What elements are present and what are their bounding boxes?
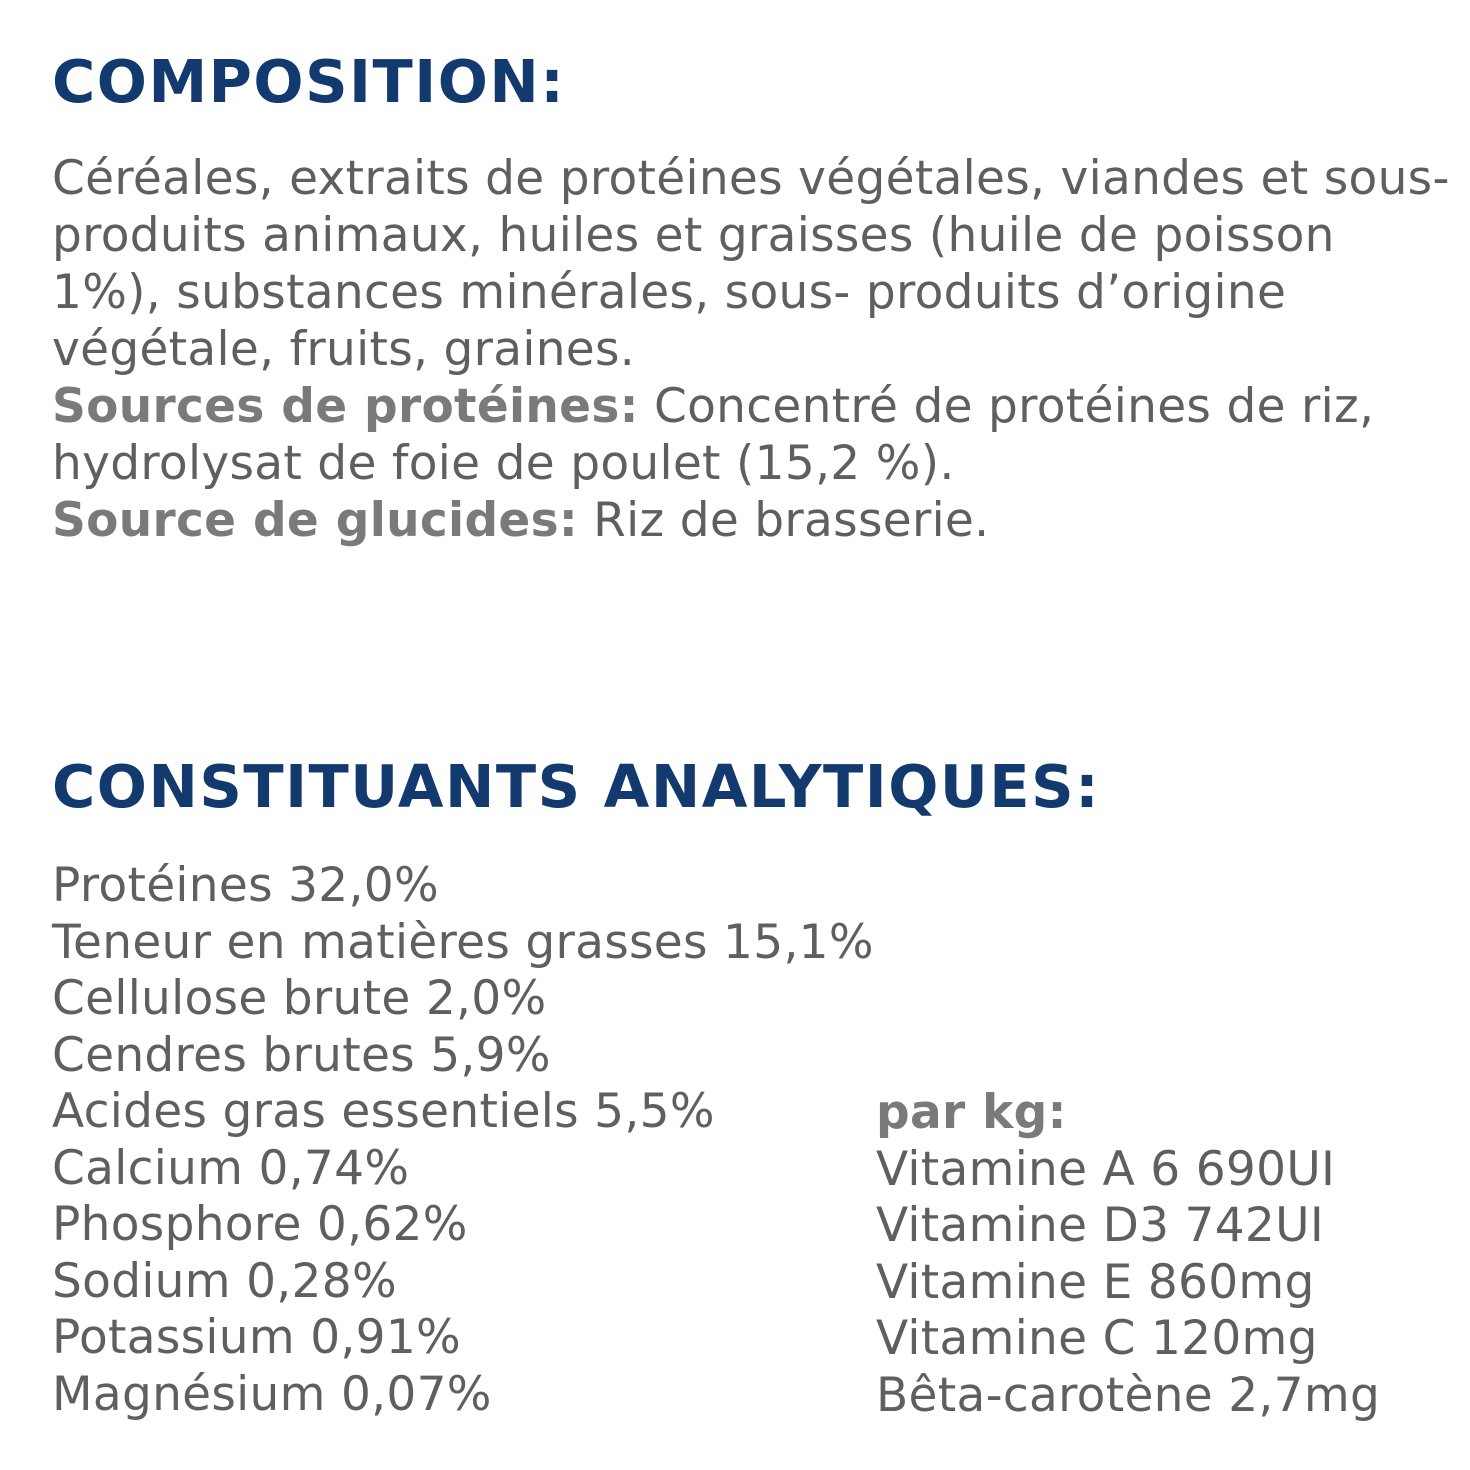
vitamins-section <box>876 1085 1380 1424</box>
carb-sources-label: Source de glucides: <box>52 493 578 548</box>
protein-sources <box>52 378 1452 492</box>
constituent-item: Magnésium 0,07% <box>52 1366 492 1422</box>
vitamin-item: Vitamine C 120mg <box>876 1311 1318 1366</box>
vitamin-item: Bêta-carotène 2,7mg <box>876 1367 1381 1423</box>
constituent-item: Cellulose brute 2,0% <box>52 971 547 1026</box>
vitamins-list <box>876 1142 1380 1425</box>
constituent-item: Sodium 0,28% <box>52 1253 397 1309</box>
constituent-item: Phosphore 0,62% <box>52 1197 468 1252</box>
composition-section <box>52 150 1452 549</box>
analytic-heading: CONSTITUANTS ANALYTIQUES: <box>52 752 1101 821</box>
vitamin-item: Vitamine D3 742UI <box>876 1198 1324 1253</box>
constituent-item: Acides gras essentiels 5,5% <box>52 1084 715 1139</box>
protein-sources-label: Sources de protéines: <box>52 379 639 434</box>
constituent-item: Calcium 0,74% <box>52 1140 410 1196</box>
vitamin-item: Vitamine E 860mg <box>876 1254 1315 1310</box>
constituent-item: Teneur en matières grasses 15,1% <box>52 914 874 970</box>
protein-sources-text: Concentré de protéines de riz, hydrolysat de foie de poulet (15,2 %). <box>52 379 1375 491</box>
constituent-item: Potassium 0,91% <box>52 1310 462 1365</box>
composition-heading: COMPOSITION: <box>52 47 566 116</box>
constituent-item: Protéines 32,0% <box>52 858 439 913</box>
per-kg-label: par kg: <box>876 1085 1067 1140</box>
vitamin-item: Vitamine A 6 690UI <box>876 1141 1336 1197</box>
constituents-list <box>52 858 874 1423</box>
carb-sources-text: Riz de brasserie. <box>577 493 990 548</box>
ingredients-text: Céréales, extraits de protéines végétales, viandes et sous-produits animaux, huiles et graisses (huile de poisson 1%), substances minérales, sous- produits d’origine végétale, fruits, graines. <box>52 151 1450 377</box>
carb-sources <box>52 492 1452 549</box>
constituent-item: Cendres brutes 5,9% <box>52 1027 551 1083</box>
